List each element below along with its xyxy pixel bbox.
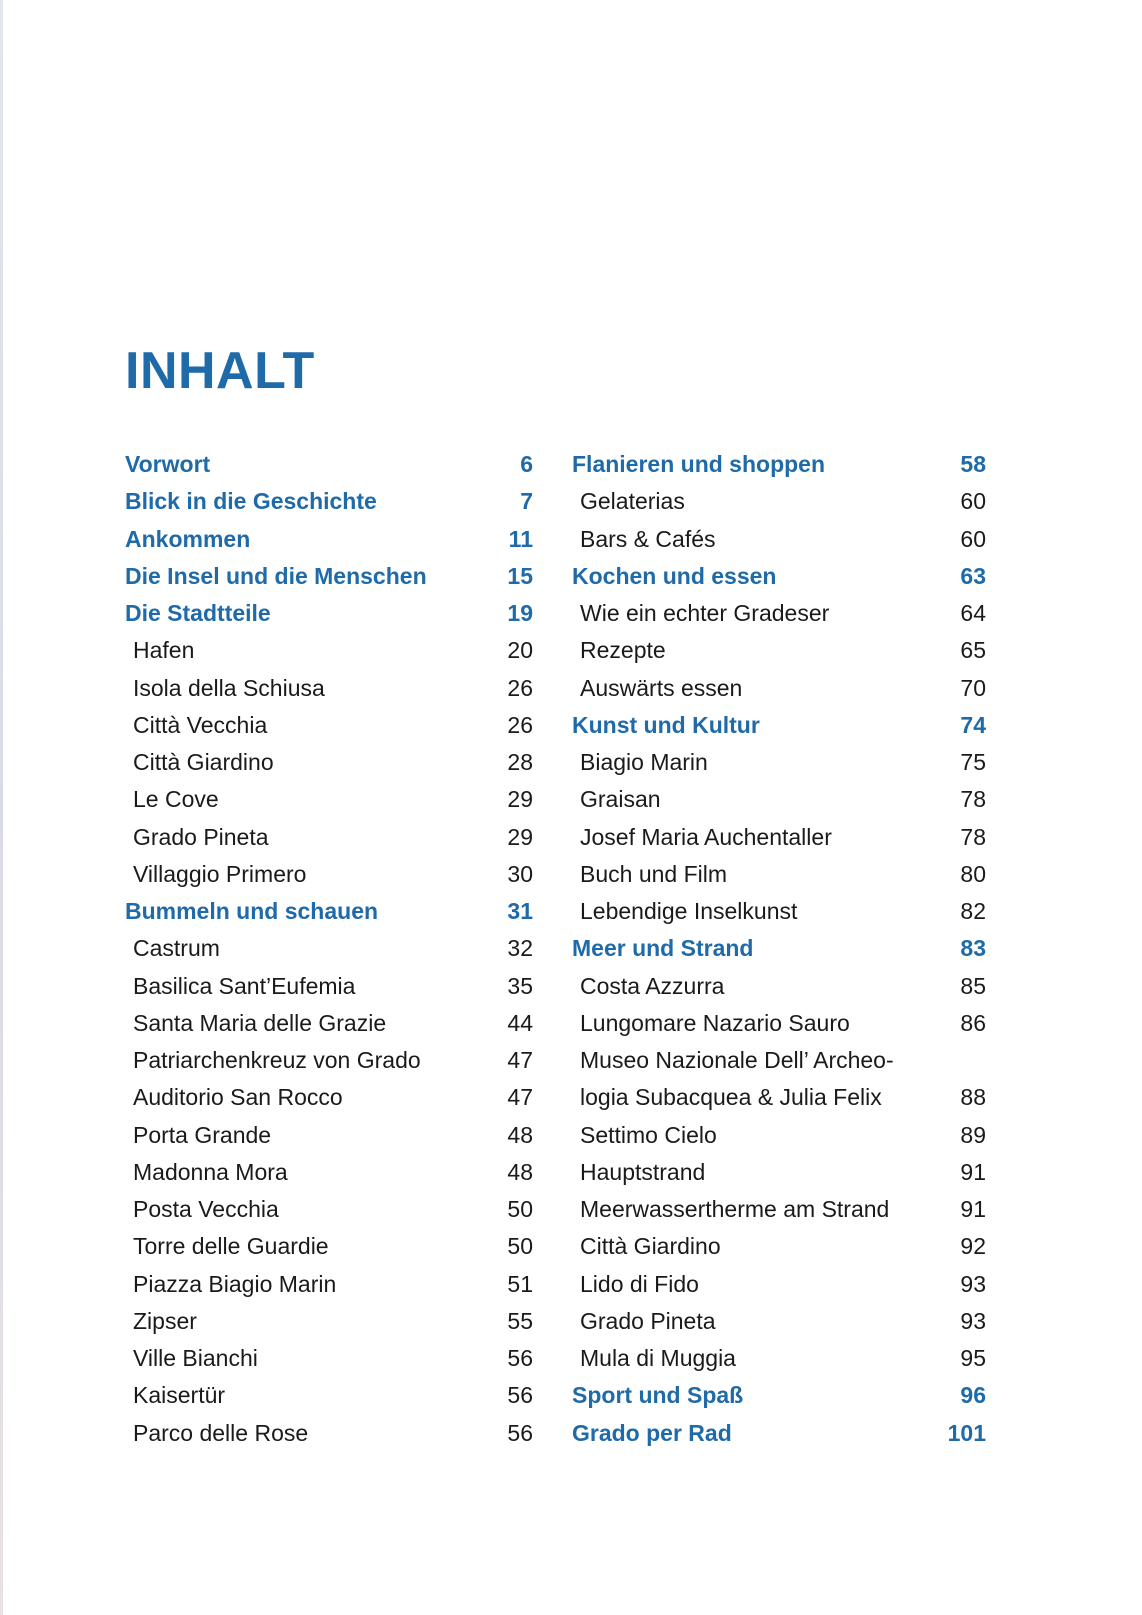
toc-page-number: 91 <box>960 1158 986 1185</box>
page-title: INHALT <box>125 342 315 400</box>
toc-entry-label: Madonna Mora <box>133 1158 288 1185</box>
toc-entry-label: Costa Azzurra <box>580 972 725 999</box>
toc-page-number: 30 <box>507 860 533 887</box>
toc-page-number: 93 <box>960 1307 986 1334</box>
toc-page-number: 86 <box>960 1009 986 1036</box>
toc-entry-label: Die Insel und die Menschen <box>125 562 427 589</box>
toc-entry-label: Lido di Fido <box>580 1270 699 1297</box>
toc-page-number: 51 <box>507 1270 533 1297</box>
toc-entry-label: Posta Vecchia <box>133 1196 279 1222</box>
toc-entry-label: Porta Grande <box>133 1121 272 1148</box>
toc-entry-label: Hafen <box>133 637 195 664</box>
toc-page-number: 15 <box>507 562 533 589</box>
toc-entry-label: Kaisertür <box>133 1382 226 1409</box>
toc-page-number: 7 <box>520 488 533 515</box>
toc-page-number: 93 <box>960 1270 986 1297</box>
toc-subentry[interactable] <box>125 1160 533 1197</box>
toc-subentry[interactable] <box>572 1346 986 1383</box>
toc-page-number: 32 <box>507 935 533 962</box>
toc-subentry[interactable] <box>572 601 986 638</box>
toc-subentry[interactable] <box>572 787 986 824</box>
toc-subentry[interactable] <box>572 676 986 713</box>
toc-page-number: 50 <box>507 1196 533 1222</box>
toc-subentry[interactable] <box>572 1197 986 1234</box>
toc-entry-label: Gelaterias <box>580 488 685 515</box>
toc-left-column <box>125 452 533 1458</box>
toc-entry-label: Lebendige Inselkunst <box>580 898 798 924</box>
toc-entry-label: Patriarchenkreuz von Grado <box>133 1047 421 1073</box>
toc-entry-label: Museo Nazionale Dell’ Archeo- <box>580 1047 894 1073</box>
toc-page-number: 35 <box>507 972 533 999</box>
toc-subentry[interactable] <box>125 1346 533 1383</box>
toc-page-number: 20 <box>507 637 533 664</box>
toc-chapter-entry[interactable] <box>572 1421 986 1458</box>
toc-page-number: 55 <box>507 1307 533 1334</box>
toc-entry-label: Bummeln und schauen <box>125 898 379 924</box>
toc-entry-label: Villaggio Primero <box>133 860 307 887</box>
toc-page-number: 11 <box>508 525 533 552</box>
toc-subentry[interactable] <box>572 750 986 787</box>
toc-page-number: 85 <box>960 972 986 999</box>
toc-entry-label: Città Vecchia <box>133 711 268 738</box>
toc-entry-label: Le Cove <box>133 786 219 813</box>
toc-subentry[interactable] <box>572 489 986 526</box>
toc-page-number: 96 <box>960 1382 986 1409</box>
toc-page-number: 48 <box>507 1158 533 1185</box>
toc-chapter-entry[interactable] <box>572 713 986 750</box>
toc-entry-label: Grado per Rad <box>572 1419 732 1446</box>
toc-page-number: 91 <box>960 1196 986 1222</box>
toc-entry-label: Grado Pineta <box>133 823 269 850</box>
toc-chapter-entry[interactable] <box>125 527 533 564</box>
toc-subentry[interactable] <box>125 1309 533 1346</box>
toc-subentry[interactable] <box>125 936 533 973</box>
toc-page-number: 50 <box>507 1233 533 1260</box>
toc-chapter-entry[interactable] <box>572 936 986 973</box>
toc-subentry[interactable] <box>572 1123 986 1160</box>
toc-entry-label: logia Subacquea & Julia Felix <box>580 1084 882 1111</box>
toc-subentry[interactable] <box>125 1011 533 1048</box>
toc-page-number: 64 <box>960 600 986 626</box>
toc-subentry[interactable] <box>125 638 533 675</box>
toc-subentry[interactable] <box>572 825 986 862</box>
toc-page-number: 29 <box>507 823 533 850</box>
toc-page-number: 82 <box>960 898 986 924</box>
toc-entry-label: Vorwort <box>125 451 211 477</box>
toc-entry-label: Santa Maria delle Grazie <box>133 1009 387 1036</box>
toc-subentry[interactable] <box>572 1234 986 1271</box>
page-edge <box>0 0 3 1615</box>
toc-entry-label: Basilica Sant’Eufemia <box>133 972 356 999</box>
toc-subentry[interactable] <box>125 750 533 787</box>
toc-entry-label: Grado Pineta <box>580 1307 716 1334</box>
toc-entry-label: Kunst und Kultur <box>572 711 760 738</box>
toc-subentry[interactable] <box>572 862 986 899</box>
toc-entry-label: Città Giardino <box>133 749 274 775</box>
toc-entry-label: Buch und Film <box>580 860 728 887</box>
toc-page-number: 65 <box>960 637 986 664</box>
toc-page-number: 95 <box>960 1345 986 1371</box>
toc-entry-label: Parco delle Rose <box>133 1419 309 1446</box>
toc-page-number: 19 <box>507 600 533 626</box>
toc-entry-label: Flanieren und shoppen <box>572 451 826 477</box>
toc-entry-label: Hauptstrand <box>580 1158 706 1185</box>
toc-chapter-entry[interactable] <box>125 899 533 936</box>
toc-subentry[interactable] <box>572 1272 986 1309</box>
toc-entry-label: Settimo Cielo <box>580 1121 717 1148</box>
toc-page-number: 56 <box>507 1419 533 1446</box>
toc-entry-label: Zipser <box>133 1307 197 1334</box>
toc-entry-label: Wie ein echter Gradeser <box>580 600 830 626</box>
toc-page-number: 101 <box>947 1419 986 1446</box>
toc-chapter-entry[interactable] <box>572 452 986 489</box>
toc-page-number: 80 <box>960 860 986 887</box>
toc-subentry[interactable] <box>125 1383 533 1420</box>
toc-subentry[interactable] <box>125 713 533 750</box>
toc-entry-label: Castrum <box>133 935 220 962</box>
toc-chapter-entry[interactable] <box>125 489 533 526</box>
toc-subentry[interactable] <box>125 787 533 824</box>
toc-subentry[interactable] <box>125 862 533 899</box>
toc-entry-label: Città Giardino <box>580 1233 721 1260</box>
toc-subentry[interactable] <box>125 974 533 1011</box>
toc-entry-label: Kochen und essen <box>572 562 777 589</box>
toc-chapter-entry[interactable] <box>125 452 533 489</box>
toc-entry-label: Sport und Spaß <box>572 1382 744 1409</box>
toc-page-number: 75 <box>960 749 986 775</box>
toc-entry-label: Bars & Cafés <box>580 525 716 552</box>
toc-page-number: 78 <box>960 823 986 850</box>
toc-entry-label: Josef Maria Auchentaller <box>580 823 832 850</box>
toc-subentry[interactable] <box>125 1197 533 1234</box>
toc-entry-label: Mula di Muggia <box>580 1345 736 1371</box>
toc-page-number: 26 <box>507 711 533 738</box>
toc-entry-label: Meerwassertherme am Strand <box>580 1196 890 1222</box>
toc-subentry[interactable] <box>572 1160 986 1197</box>
toc-subentry[interactable] <box>572 1085 986 1122</box>
toc-subentry[interactable] <box>125 1048 533 1085</box>
toc-entry-label: Piazza Biagio Marin <box>133 1270 337 1297</box>
toc-page-number: 48 <box>507 1121 533 1148</box>
toc-subentry[interactable] <box>125 825 533 862</box>
toc-entry-label: Die Stadtteile <box>125 600 271 626</box>
toc-subentry[interactable] <box>125 1085 533 1122</box>
toc-page-number: 83 <box>960 935 986 962</box>
toc-subentry[interactable] <box>125 1234 533 1271</box>
toc-entry-label: Torre delle Guardie <box>133 1233 329 1260</box>
toc-entry-label: Auditorio San Rocco <box>133 1084 343 1111</box>
toc-entry-label: Ankommen <box>125 525 251 552</box>
toc-entry-label: Meer und Strand <box>572 935 754 962</box>
toc-entry-label: Lungomare Nazario Sauro <box>580 1009 850 1036</box>
toc-subentry[interactable] <box>572 899 986 936</box>
toc-subentry[interactable] <box>572 1048 986 1085</box>
toc-page-number: 6 <box>520 451 533 477</box>
toc-page-number: 60 <box>960 525 986 552</box>
toc-subentry[interactable] <box>125 676 533 713</box>
toc-subentry[interactable] <box>572 638 986 675</box>
toc-subentry[interactable] <box>572 974 986 1011</box>
toc-page-number: 31 <box>507 898 533 924</box>
toc-subentry[interactable] <box>125 1421 533 1458</box>
toc-entry-label: Biagio Marin <box>580 749 708 775</box>
toc-page-number: 56 <box>507 1382 533 1409</box>
toc-page-number: 89 <box>960 1121 986 1148</box>
toc-page-number: 63 <box>960 562 986 589</box>
toc-subentry[interactable] <box>572 1309 986 1346</box>
toc-chapter-entry[interactable] <box>572 1383 986 1420</box>
toc-entry-label: Blick in die Geschichte <box>125 488 377 515</box>
toc-page-number: 47 <box>507 1047 533 1073</box>
toc-entry-label: Rezepte <box>580 637 666 664</box>
toc-entry-label: Auswärts essen <box>580 674 743 701</box>
toc-subentry[interactable] <box>125 1272 533 1309</box>
toc-chapter-entry[interactable] <box>572 564 986 601</box>
toc-entry-label: Graisan <box>580 786 661 813</box>
toc-entry-label: Isola della Schiusa <box>133 674 325 701</box>
toc-page-number: 70 <box>960 674 986 701</box>
toc-page-number: 92 <box>960 1233 986 1260</box>
toc-page-number: 28 <box>507 749 533 775</box>
toc-page-number: 78 <box>960 786 986 813</box>
toc-page-number: 88 <box>960 1084 986 1111</box>
toc-page-number: 26 <box>507 674 533 701</box>
toc-entry-label: Ville Bianchi <box>133 1345 258 1371</box>
toc-page-number: 74 <box>960 711 986 738</box>
toc-page-number: 60 <box>960 488 986 515</box>
toc-page-number: 47 <box>507 1084 533 1111</box>
toc-subentry[interactable] <box>572 1011 986 1048</box>
toc-page-number: 44 <box>507 1009 533 1036</box>
toc-chapter-entry[interactable] <box>125 601 533 638</box>
toc-right-column <box>572 452 986 1458</box>
toc-subentry[interactable] <box>572 527 986 564</box>
toc-chapter-entry[interactable] <box>125 564 533 601</box>
toc-subentry[interactable] <box>125 1123 533 1160</box>
toc-page-number: 29 <box>507 786 533 813</box>
toc-page-number: 56 <box>507 1345 533 1371</box>
toc-page-number: 58 <box>960 451 986 477</box>
